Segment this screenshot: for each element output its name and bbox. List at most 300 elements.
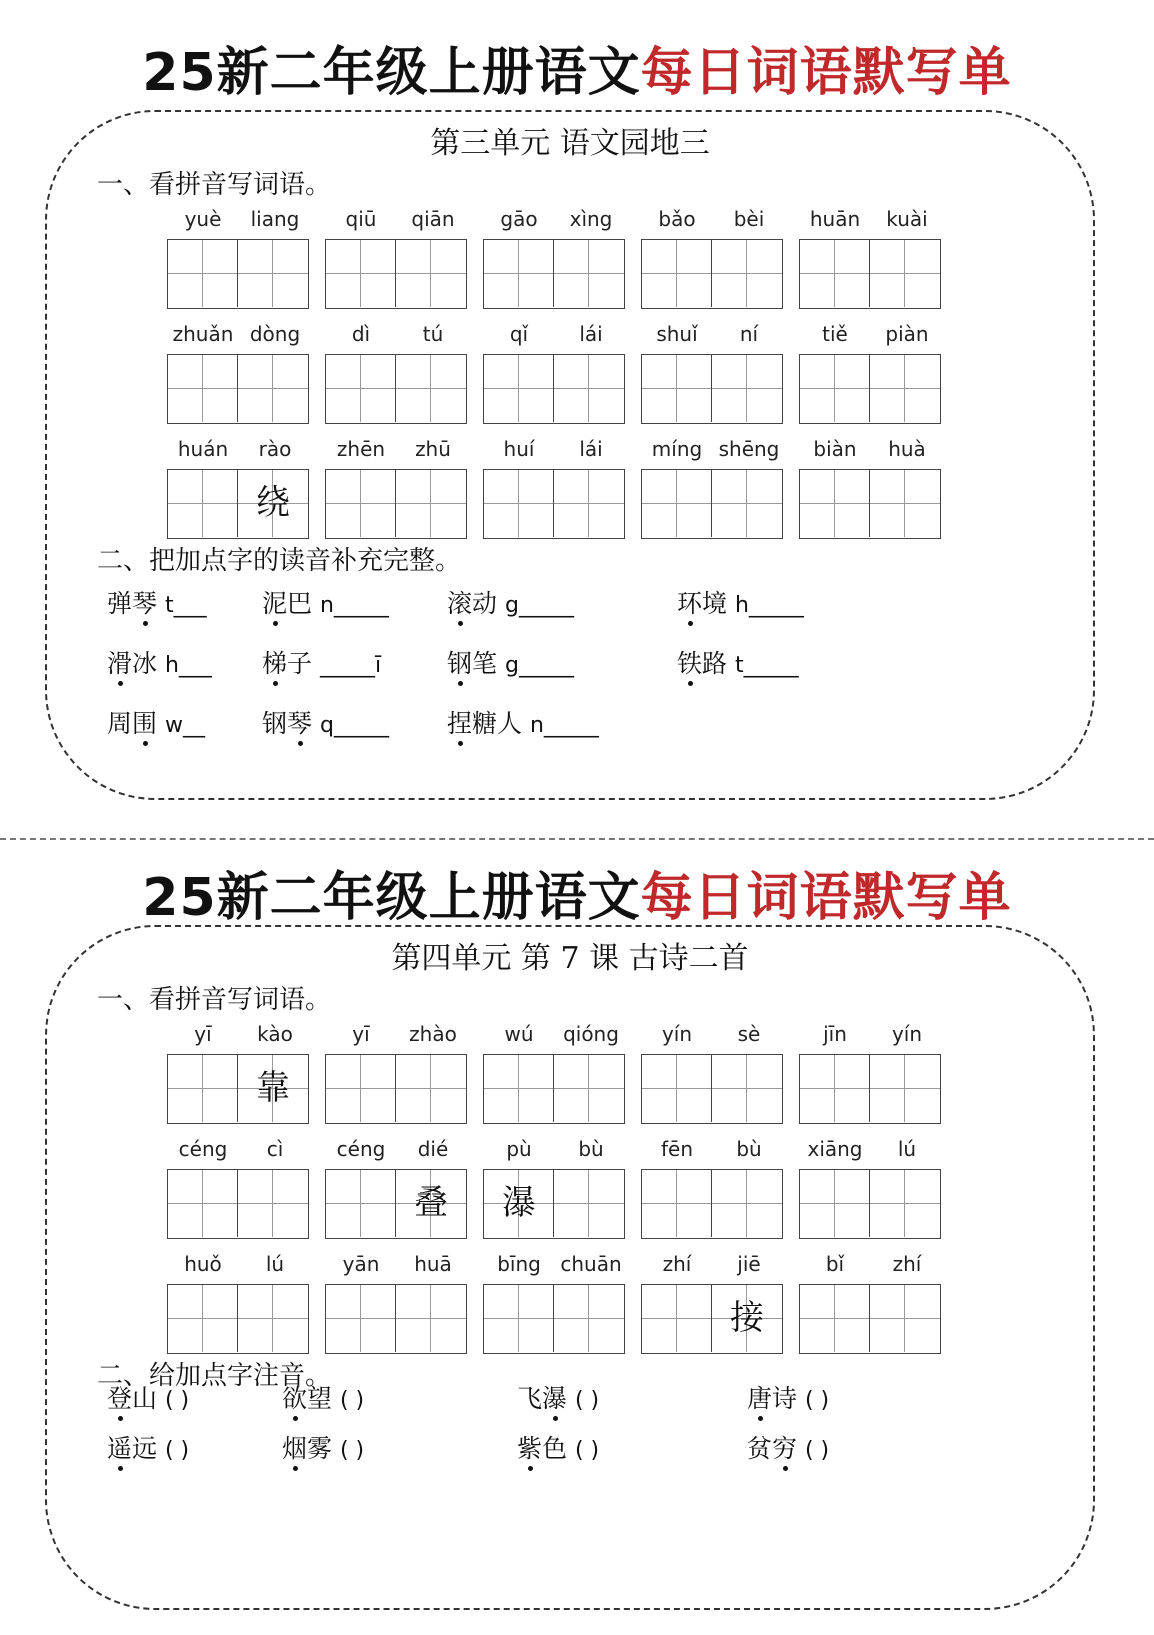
tian-cell[interactable]: [238, 1285, 308, 1352]
writing-box: [167, 354, 309, 424]
word-char: 山: [132, 1384, 158, 1413]
written-char: [484, 470, 554, 537]
word-char: 唐: [747, 1379, 772, 1415]
tian-cell[interactable]: [642, 1055, 712, 1122]
answer-blank[interactable]: _____ī: [319, 653, 382, 678]
pinyin-label: yín: [661, 1022, 693, 1046]
word-char: 穷: [772, 1429, 797, 1465]
word-char: 雾: [307, 1434, 333, 1463]
written-char: [712, 1170, 782, 1237]
written-char: [642, 1285, 712, 1352]
tian-cell[interactable]: [712, 1285, 782, 1352]
tian-cell[interactable]: [484, 1055, 554, 1122]
written-char: [554, 470, 624, 537]
answer-blank[interactable]: h_____: [734, 593, 804, 618]
tian-cell[interactable]: [800, 240, 870, 307]
writing-box: [799, 1054, 941, 1124]
written-char: [326, 240, 396, 307]
answer-blank[interactable]: ( ): [164, 1388, 190, 1413]
word-char: 遥: [107, 1429, 132, 1465]
answer-blank[interactable]: t_____: [734, 653, 799, 678]
fill-item: [677, 584, 804, 620]
tian-cell[interactable]: [554, 1170, 624, 1237]
written-char: [870, 355, 940, 422]
tian-cell[interactable]: [396, 1170, 466, 1237]
answer-blank[interactable]: ( ): [339, 1388, 365, 1413]
word-char: 弹: [107, 589, 133, 618]
answer-blank[interactable]: ( ): [574, 1388, 600, 1413]
word-char: 子: [287, 649, 313, 678]
section-title-pinyin: 一、看拼音写词语。: [97, 170, 332, 200]
fill-item: [262, 584, 389, 620]
pinyin-label: bù: [736, 1137, 762, 1161]
title-red: 每日词语默写单: [640, 43, 1012, 103]
tian-cell[interactable]: [484, 470, 554, 537]
written-char: [554, 240, 624, 307]
answer-blank[interactable]: h___: [164, 653, 212, 678]
word-char: 瀑: [542, 1379, 567, 1415]
writing-box: [641, 469, 783, 539]
tian-cell[interactable]: [484, 240, 554, 307]
word-char: 琴: [132, 584, 157, 620]
written-char: [326, 1055, 396, 1122]
tian-cell[interactable]: [870, 355, 940, 422]
written-char: [396, 240, 466, 307]
fill-item: [447, 704, 599, 740]
pinyin-grid: [167, 207, 1027, 552]
pinyin-label: xìng: [569, 207, 613, 231]
tian-cell[interactable]: [396, 240, 466, 307]
tian-cell[interactable]: [554, 1055, 624, 1122]
tian-cell[interactable]: [712, 240, 782, 307]
tian-cell[interactable]: [484, 355, 554, 422]
writing-box: [483, 1169, 625, 1239]
writing-box: [167, 239, 309, 309]
tian-cell[interactable]: [554, 355, 624, 422]
written-char: [870, 1170, 940, 1237]
tian-cell[interactable]: [326, 355, 396, 422]
writing-box: [483, 1054, 625, 1124]
answer-blank[interactable]: t___: [164, 593, 207, 618]
tian-cell[interactable]: [712, 470, 782, 537]
writing-box: [325, 239, 467, 309]
tian-cell[interactable]: [326, 1055, 396, 1122]
fill-item: [447, 584, 574, 620]
tian-cell[interactable]: [238, 240, 308, 307]
written-char: [712, 470, 782, 537]
pinyin-label: céng: [178, 1137, 228, 1161]
writing-box: [325, 469, 467, 539]
fill-item: [107, 584, 207, 620]
written-char: [870, 470, 940, 537]
tian-cell[interactable]: [800, 470, 870, 537]
tian-cell[interactable]: [712, 1170, 782, 1237]
worksheet-panel: [45, 925, 1095, 1610]
tian-cell[interactable]: [168, 1055, 238, 1122]
tian-cell[interactable]: [870, 1285, 940, 1352]
pinyin-label: zhào: [409, 1022, 457, 1046]
written-char: [870, 1055, 940, 1122]
grid-row: [167, 437, 1027, 552]
tian-cell[interactable]: [484, 1285, 554, 1352]
written-char: [642, 470, 712, 537]
fill-item: [262, 644, 381, 680]
pinyin-label: lú: [897, 1137, 917, 1161]
answer-blank[interactable]: n_____: [319, 593, 389, 618]
writing-box: [641, 1169, 783, 1239]
writing-box: [325, 1284, 467, 1354]
tian-cell[interactable]: [238, 470, 308, 537]
word-char: 贫: [747, 1434, 773, 1463]
pinyin-label: huān: [809, 207, 861, 231]
writing-box: [325, 354, 467, 424]
fill-item: [677, 644, 799, 680]
word-char: 周: [107, 709, 133, 738]
answer-blank[interactable]: ( ): [804, 1438, 830, 1463]
unit-title: 第三单元 语文园地三: [430, 126, 710, 161]
pinyin-label: xiāng: [807, 1137, 863, 1161]
pinyin-label: rào: [258, 437, 292, 461]
pinyin-label: shēng: [718, 437, 780, 461]
written-char: 叠: [414, 1183, 448, 1223]
tian-cell[interactable]: [870, 240, 940, 307]
written-char: [800, 1285, 870, 1352]
tian-cell[interactable]: [712, 355, 782, 422]
writing-box: [641, 1054, 783, 1124]
pinyin-label: zhū: [415, 437, 451, 461]
writing-box: [799, 239, 941, 309]
writing-box: [641, 354, 783, 424]
answer-blank[interactable]: ( ): [339, 1438, 365, 1463]
worksheet-panel: [45, 110, 1095, 800]
pinyin-label: qiū: [345, 207, 377, 231]
pinyin-label: zhēn: [336, 437, 386, 461]
word-char: 滑: [107, 644, 132, 680]
pinyin-label: bèi: [733, 207, 765, 231]
written-char: [238, 240, 308, 307]
written-char: [326, 355, 396, 422]
writing-box: [167, 1169, 309, 1239]
pinyin-label: piàn: [885, 322, 929, 346]
written-char: [168, 1285, 238, 1352]
written-char: [800, 355, 870, 422]
answer-blank[interactable]: q_____: [319, 713, 389, 738]
pinyin-label: bīng: [497, 1252, 541, 1276]
pinyin-label: huán: [177, 437, 229, 461]
fill-item: [517, 1429, 599, 1465]
word-char: 远: [132, 1434, 158, 1463]
pinyin-label: tiě: [822, 322, 848, 346]
tian-cell[interactable]: [326, 1285, 396, 1352]
written-char: [870, 1285, 940, 1352]
pinyin-label: zhuǎn: [172, 322, 234, 346]
answer-blank[interactable]: ( ): [164, 1438, 190, 1463]
written-char: [238, 1170, 308, 1237]
tian-cell[interactable]: [484, 1170, 554, 1237]
pinyin-label: lái: [579, 437, 603, 461]
written-char: [712, 240, 782, 307]
tian-cell[interactable]: [800, 1055, 870, 1122]
tian-cell[interactable]: [800, 1170, 870, 1237]
word-char: 糖人: [472, 709, 523, 738]
pinyin-label: wú: [504, 1022, 534, 1046]
written-char: [238, 355, 308, 422]
word-char: 境: [702, 589, 728, 618]
pinyin-label: jiē: [737, 1252, 761, 1276]
main-title: [0, 30, 1154, 105]
pinyin-label: qiān: [411, 207, 455, 231]
word-char: 捏: [447, 704, 472, 740]
tian-cell[interactable]: [642, 470, 712, 537]
written-char: [168, 470, 238, 537]
pinyin-label: lái: [579, 322, 603, 346]
tian-cell[interactable]: [238, 355, 308, 422]
pinyin-label: biàn: [813, 437, 857, 461]
pinyin-label: bǐ: [825, 1252, 845, 1276]
word-char: 钢: [447, 644, 472, 680]
tian-cell[interactable]: [800, 355, 870, 422]
written-char: 靠: [256, 1068, 290, 1108]
tian-cell[interactable]: [554, 470, 624, 537]
writing-box: [799, 354, 941, 424]
fill-item: [747, 1429, 829, 1465]
written-char: [642, 1055, 712, 1122]
writing-box: [483, 354, 625, 424]
word-char: 琴: [287, 704, 312, 740]
written-char: [642, 1170, 712, 1237]
tian-cell[interactable]: [396, 470, 466, 537]
pinyin-label: qióng: [563, 1022, 619, 1046]
written-char: [800, 240, 870, 307]
pinyin-label: pù: [506, 1137, 532, 1161]
grid-row: [167, 1252, 1027, 1367]
section-title-pinyin: 一、看拼音写词语。: [97, 985, 332, 1015]
writing-box: [799, 469, 941, 539]
word-char: 动: [472, 589, 498, 618]
written-char: [642, 355, 712, 422]
answer-blank[interactable]: n_____: [529, 713, 599, 738]
grid-row: [167, 1137, 1027, 1252]
pinyin-grid: [167, 1022, 1027, 1367]
tian-cell[interactable]: [326, 470, 396, 537]
fill-item: [747, 1379, 829, 1415]
pinyin-label: tú: [422, 322, 444, 346]
written-char: [554, 1170, 624, 1237]
pinyin-label: cì: [266, 1137, 284, 1161]
pinyin-label: yī: [352, 1022, 370, 1046]
pinyin-label: huí: [503, 437, 535, 461]
written-char: [554, 355, 624, 422]
written-char: [800, 470, 870, 537]
written-char: [326, 470, 396, 537]
fill-item: [447, 644, 574, 680]
written-char: [326, 1170, 396, 1237]
main-title: [0, 855, 1154, 930]
pinyin-label: jīn: [823, 1022, 847, 1046]
tian-cell[interactable]: [396, 1285, 466, 1352]
tian-cell[interactable]: [554, 240, 624, 307]
pinyin-label: shuǐ: [656, 322, 698, 346]
written-char: [800, 1055, 870, 1122]
written-char: [870, 240, 940, 307]
pinyin-label: dì: [351, 322, 371, 346]
written-char: [396, 1285, 466, 1352]
writing-box: [167, 1054, 309, 1124]
writing-box: [799, 1284, 941, 1354]
pinyin-label: chuān: [560, 1252, 622, 1276]
word-char: 紫: [517, 1429, 542, 1465]
pinyin-label: kuài: [886, 207, 928, 231]
word-char: 诗: [772, 1384, 798, 1413]
writing-box: [167, 469, 309, 539]
pinyin-label: ní: [739, 322, 759, 346]
tian-cell[interactable]: [168, 1170, 238, 1237]
tian-cell[interactable]: [712, 1055, 782, 1122]
word-char: 钢: [262, 709, 288, 738]
tian-cell[interactable]: [642, 355, 712, 422]
answer-blank[interactable]: ( ): [804, 1388, 830, 1413]
pinyin-label: sè: [737, 1022, 761, 1046]
pinyin-label: yī: [194, 1022, 212, 1046]
written-char: [484, 355, 554, 422]
pinyin-label: zhí: [892, 1252, 922, 1276]
unit-title: 第四单元 第 7 课 古诗二首: [391, 941, 749, 976]
pinyin-label: dòng: [249, 322, 301, 346]
writing-box: [799, 1169, 941, 1239]
written-char: 瀑: [502, 1183, 536, 1223]
written-char: [168, 1170, 238, 1237]
word-char: 烟: [282, 1429, 307, 1465]
fill-item: [107, 704, 205, 740]
word-char: 冰: [132, 649, 158, 678]
tian-cell[interactable]: [326, 240, 396, 307]
tian-cell[interactable]: [238, 1055, 308, 1122]
grid-row: [167, 1022, 1027, 1137]
written-char: [396, 470, 466, 537]
written-char: [554, 1055, 624, 1122]
word-char: 欲: [282, 1379, 307, 1415]
pinyin-label: gāo: [500, 207, 538, 231]
written-char: 接: [730, 1298, 764, 1338]
fill-item: [282, 1429, 364, 1465]
title-red: 每日词语默写单: [640, 868, 1012, 928]
tian-cell[interactable]: [870, 1055, 940, 1122]
writing-box: [483, 239, 625, 309]
written-char: [396, 355, 466, 422]
tian-cell[interactable]: [554, 1285, 624, 1352]
word-char: 色: [542, 1434, 568, 1463]
word-char: 泥: [262, 584, 287, 620]
written-char: [238, 1285, 308, 1352]
written-char: [168, 355, 238, 422]
word-char: 梯: [262, 644, 287, 680]
writing-box: [325, 1054, 467, 1124]
pinyin-label: zhí: [662, 1252, 692, 1276]
tian-cell[interactable]: [642, 1285, 712, 1352]
tian-cell[interactable]: [642, 240, 712, 307]
pinyin-label: bǎo: [658, 207, 696, 231]
tian-cell[interactable]: [870, 1170, 940, 1237]
pinyin-label: dié: [417, 1137, 449, 1161]
answer-blank[interactable]: w__: [164, 713, 205, 738]
written-char: [484, 1285, 554, 1352]
section-title-annotate: 二、给加点字注音。: [97, 1361, 332, 1391]
tian-cell[interactable]: [168, 240, 238, 307]
tian-cell[interactable]: [396, 1055, 466, 1122]
word-char: 围: [132, 704, 157, 740]
word-char: 笔: [472, 649, 498, 678]
written-char: [712, 1055, 782, 1122]
tian-cell[interactable]: [326, 1170, 396, 1237]
fill-item: [517, 1379, 599, 1415]
answer-blank[interactable]: ( ): [574, 1438, 600, 1463]
answer-blank[interactable]: g_____: [504, 593, 574, 618]
writing-box: [641, 1284, 783, 1354]
title-black: 25新二年级上册语文: [142, 43, 641, 103]
written-char: [326, 1285, 396, 1352]
word-char: 巴: [287, 589, 313, 618]
word-char: 路: [702, 649, 728, 678]
fill-item: [282, 1379, 364, 1415]
pinyin-label: fēn: [660, 1137, 694, 1161]
pinyin-label: bù: [578, 1137, 604, 1161]
writing-box: [325, 1169, 467, 1239]
pinyin-label: míng: [651, 437, 703, 461]
written-char: [484, 240, 554, 307]
fill-item: [107, 1379, 189, 1415]
word-char: 铁: [677, 644, 702, 680]
word-char: 望: [307, 1384, 333, 1413]
pinyin-label: yān: [342, 1252, 380, 1276]
pinyin-label: yuè: [184, 207, 222, 231]
fill-item: [262, 704, 389, 740]
tian-cell[interactable]: [870, 470, 940, 537]
word-char: 登: [107, 1379, 132, 1415]
tian-cell[interactable]: [238, 1170, 308, 1237]
answer-blank[interactable]: g_____: [504, 653, 574, 678]
pinyin-label: huā: [414, 1252, 452, 1276]
tian-cell[interactable]: [168, 1285, 238, 1352]
worksheet-unit-4: [0, 830, 1154, 1635]
written-char: [800, 1170, 870, 1237]
written-char: [712, 355, 782, 422]
written-char: [642, 240, 712, 307]
grid-row: [167, 207, 1027, 322]
writing-box: [167, 1284, 309, 1354]
tian-cell[interactable]: [396, 355, 466, 422]
written-char: [168, 1055, 238, 1122]
pinyin-label: lú: [265, 1252, 285, 1276]
tian-cell[interactable]: [642, 1170, 712, 1237]
written-char: [484, 1055, 554, 1122]
title-black: 25新二年级上册语文: [142, 868, 641, 928]
tian-cell[interactable]: [168, 470, 238, 537]
pinyin-label: liang: [250, 207, 300, 231]
tian-cell[interactable]: [800, 1285, 870, 1352]
word-char: 滚: [447, 584, 472, 620]
pinyin-label: huǒ: [184, 1252, 222, 1276]
tian-cell[interactable]: [168, 355, 238, 422]
pinyin-label: yín: [891, 1022, 923, 1046]
written-char: [396, 1055, 466, 1122]
word-char: 环: [677, 584, 702, 620]
pinyin-label: qǐ: [509, 322, 529, 346]
writing-box: [483, 1284, 625, 1354]
written-char: [168, 240, 238, 307]
written-char: [554, 1285, 624, 1352]
fill-item: [107, 644, 212, 680]
pinyin-label: céng: [336, 1137, 386, 1161]
